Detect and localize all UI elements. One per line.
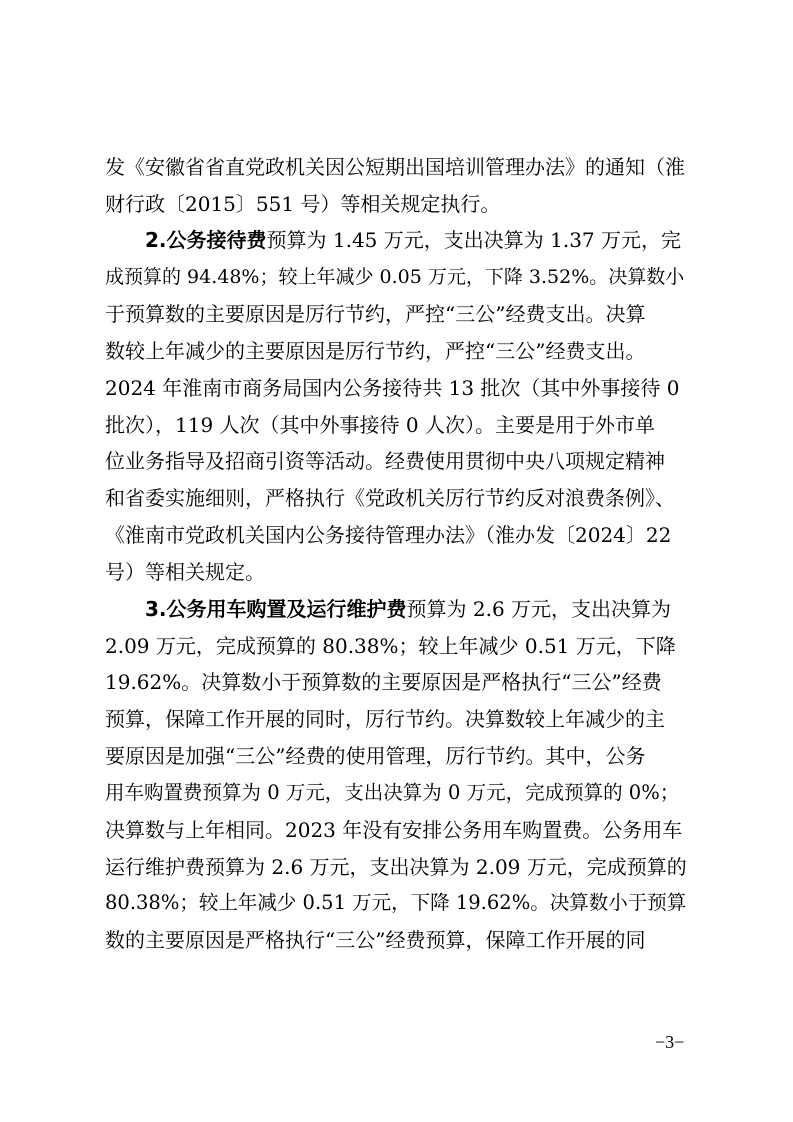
paragraph-line: 2024 年淮南市商务局国内公务接待共 13 批次（其中外事接待 0 (105, 376, 680, 400)
paragraph-text: 预算为 1.45 万元，支出决算为 1.37 万元，完 (266, 228, 682, 252)
page-number: −3− (655, 1032, 685, 1052)
paragraph-line: 于预算数的主要原因是厉行节约，严控“三公”经费支出。决算 (105, 302, 646, 326)
paragraph-line: 数的主要原因是严格执行“三公”经费预算，保障工作开展的同 (105, 928, 646, 952)
paragraph-line: 批次），119 人次（其中外事接待 0 人次）。主要是用于外市单 (105, 413, 655, 437)
paragraph-line: 决算数与上年相同。2023 年没有安排公务用车购置费。公务用车 (105, 818, 683, 842)
paragraph-line: 2.09 万元，完成预算的 80.38%；较上年减少 0.51 万元，下降 (105, 634, 676, 658)
paragraph-line: 财行政〔2015〕551 号）等相关规定执行。 (105, 192, 501, 216)
paragraph-line: 和省委实施细则，严格执行《党政机关厉行节约反对浪费条例》、 (105, 486, 675, 510)
paragraph-first-line (145, 226, 690, 254)
paragraph-line: 预算，保障工作开展的同时，厉行节约。决算数较上年减少的主 (105, 707, 665, 731)
paragraph-text: 预算为 2.6 万元，支出决算为 (406, 597, 672, 621)
paragraph-line: 位业务指导及招商引资等活动。经费使用贯彻中央八项规定精神 (105, 449, 665, 473)
paragraph-line: 号）等相关规定。 (105, 560, 265, 584)
paragraph-line: 数较上年减少的主要原因是厉行节约，严控“三公”经费支出。 (105, 339, 646, 363)
paragraph-line: 成预算的 94.48%；较上年减少 0.05 万元，下降 3.52%。决算数小 (105, 266, 685, 288)
paragraph-line: 用车购置费预算为 0 万元，支出决算为 0 万元，完成预算的 0%； (105, 781, 680, 804)
paragraph-first-line (145, 595, 690, 623)
paragraph-line: 《淮南市党政机关国内公务接待管理办法》（淮办发〔2024〕22 (105, 523, 672, 547)
paragraph-line: 要原因是加强“三公”经费的使用管理，厉行节约。其中，公务 (105, 744, 646, 768)
paragraph-line: 发《安徽省省直党政机关因公短期出国培训管理办法》的通知（淮 (105, 155, 685, 179)
paragraph-line: 80.38%；较上年减少 0.51 万元，下降 19.62%。决算数小于预算 (105, 891, 687, 914)
section-heading: 2.公务接待费 (145, 228, 267, 252)
section-heading: 3.公务用车购置及运行维护费 (145, 597, 407, 621)
paragraph-line: 运行维护费预算为 2.6 万元，支出决算为 2.09 万元，完成预算的 (105, 855, 687, 879)
paragraph-line: 19.62%。决算数小于预算数的主要原因是严格执行“三公”经费 (105, 670, 662, 694)
